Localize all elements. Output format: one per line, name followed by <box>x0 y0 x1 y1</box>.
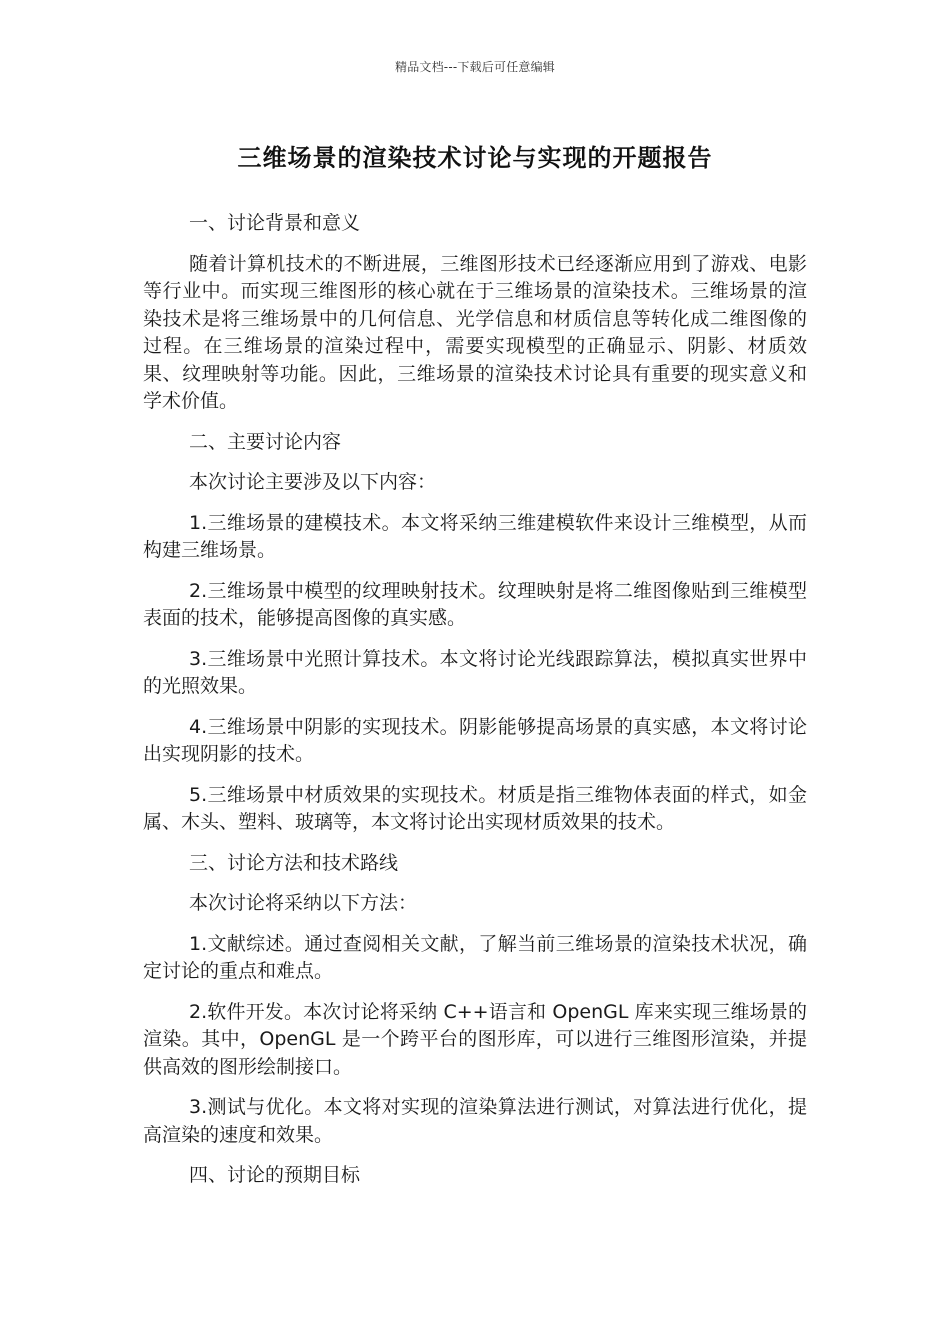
document-body <box>143 210 807 1203</box>
section-heading-goals: 四、讨论的预期目标 <box>189 1164 361 1186</box>
list-item-testing: 3.测试与优化。本文将对实现的渲染算法进行测试，对算法进行优化，提高渲染的速度和效果。 <box>143 1096 807 1146</box>
paragraph-background: 随着计算机技术的不断进展，三维图形技术已经逐渐应用到了游戏、电影等行业中。而实现三维图形的核心就在于三维场景的渲染技术。三维场景的渲染技术是将三维场景中的几何信息、光学信息和材质信息等转化成二维图像的过程。在三维场景的渲染过程中，需要实现模型的正确显示、阴影、材质效果、纹理映射等功能。因此，三维场景的渲染技术讨论具有重要的现实意义和学术价值。 <box>143 252 807 412</box>
paragraph-main-content-intro: 本次讨论主要涉及以下内容： <box>189 471 437 493</box>
header-note: 精品文档---下载后可任意编辑 <box>395 60 555 74</box>
section-heading-main-content: 二、主要讨论内容 <box>189 430 342 453</box>
paragraph-methods-intro: 本次讨论将采纳以下方法： <box>189 892 418 914</box>
list-item-lighting: 3.三维场景中光照计算技术。本文将讨论光线跟踪算法，模拟真实世界中的光照效果。 <box>143 647 807 697</box>
section-heading-background: 一、讨论背景和意义 <box>189 212 361 234</box>
list-item-software-development: 2.软件开发。本次讨论将采纳 C++语言和 OpenGL 库来实现三维场景的渲染。其中，OpenGL 是一个跨平台的图形库，可以进行三维图形渲染，并提供高效的图形绘制接口。 <box>143 1000 807 1078</box>
list-item-texture-mapping: 2.三维场景中模型的纹理映射技术。纹理映射是将二维图像贴到三维模型表面的技术，能够提高图像的真实感。 <box>143 579 807 629</box>
section-heading-methods: 三、讨论方法和技术路线 <box>189 851 399 874</box>
list-item-literature-review: 1.文献综述。通过查阅相关文献，了解当前三维场景的渲染技术状况，确定讨论的重点和难点。 <box>143 932 807 982</box>
list-item-modeling: 1.三维场景的建模技术。本文将采纳三维建模软件来设计三维模型，从而构建三维场景。 <box>143 511 807 561</box>
document-title: 三维场景的渲染技术讨论与实现的开题报告 <box>237 144 713 172</box>
list-item-shadow: 4.三维场景中阴影的实现技术。阴影能够提高场景的真实感，本文将讨论出实现阴影的技术。 <box>143 715 807 765</box>
list-item-material: 5.三维场景中材质效果的实现技术。材质是指三维物体表面的样式，如金属、木头、塑料、玻璃等，本文将讨论出实现材质效果的技术。 <box>143 783 807 833</box>
